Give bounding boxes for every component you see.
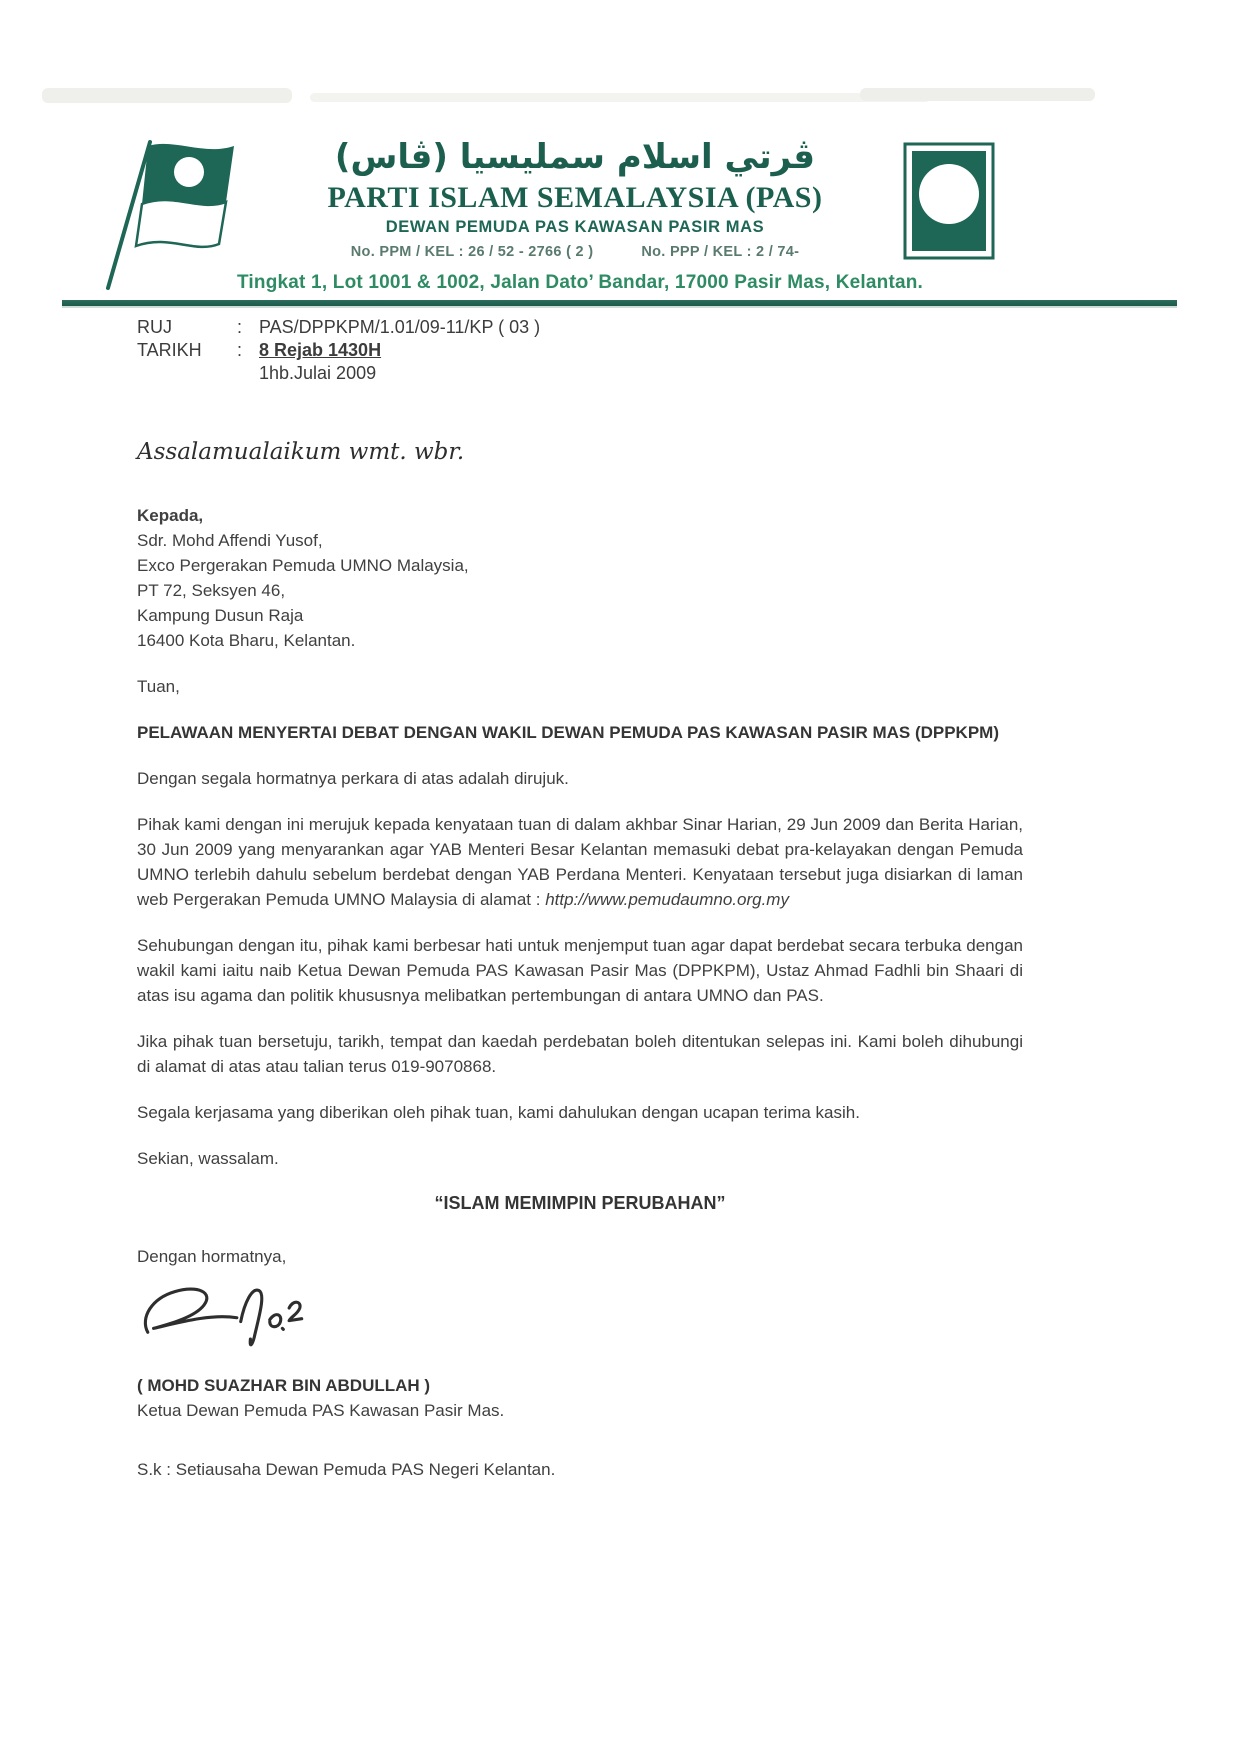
letterhead-address: Tingkat 1, Lot 1001 & 1002, Jalan Dato’ Bandar, 17000 Pasir Mas, Kelantan. — [236, 272, 924, 293]
paragraph-1-text: Pihak kami dengan ini merujuk kepada kenyataan tuan di dalam akhbar Sinar Harian, 29 Jun 2009 dan Berita Harian, 30 Jun 2009 yang menyarankan agar YAB Menteri Besar Kelantan memasuki debat pra-kelayakan dengan Pemuda UMNO terlebih dahulu sebelum berdebat dengan YAB Perdana Menteri. Kenyataan tersebut juga disiarkan di laman web Pergerakan Pemuda UMNO Malaysia di alamat : — [137, 815, 1023, 909]
scan-artifact — [310, 93, 930, 102]
recipient-line: Exco Pergerakan Pemuda UMNO Malaysia, — [137, 556, 469, 575]
paragraph-3: Jika pihak tuan bersetuju, tarikh, tempat dan kaedah perdebatan boleh ditentukan selepas ini. Kami boleh dihubungi di alamat di atas atau talian terus 019-9070868. — [137, 1032, 1023, 1076]
slogan: “ISLAM MEMIMPIN PERUBAHAN” — [434, 1193, 726, 1213]
subject-line: PELAWAAN MENYERTAI DEBAT DENGAN WAKIL DEWAN PEMUDA PAS KAWASAN PASIR MAS (DPPKPM) — [137, 723, 999, 742]
recipient-line: 16400 Kota Bharu, Kelantan. — [137, 631, 356, 650]
reference-block — [137, 316, 540, 385]
tarikh-hijri: 8 Rejab 1430H — [259, 340, 382, 360]
closing-line: Sekian, wassalam. — [137, 1149, 279, 1168]
cc-line: S.k : Setiausaha Dewan Pemuda PAS Negeri Kelantan. — [137, 1460, 556, 1479]
paragraph-1 — [137, 812, 1023, 912]
letter-body — [137, 440, 1023, 1482]
signatory-name: ( MOHD SUAZHAR BIN ABDULLAH ) — [137, 1376, 431, 1395]
signatory-title: Ketua Dewan Pemuda PAS Kawasan Pasir Mas. — [137, 1401, 505, 1420]
salutation: Assalamualaikum wmt. wbr. — [137, 439, 465, 465]
recipient-line: Kampung Dusun Raja — [137, 606, 304, 625]
reg-no-ppp: No. PPP / KEL : 2 / 74- — [641, 244, 800, 261]
tarikh-gregorian: 1hb.Julai 2009 — [259, 363, 377, 383]
signoff: Dengan hormatnya, — [137, 1247, 287, 1266]
paragraph-2: Sehubungan dengan itu, pihak kami berbesar hati untuk menjemput tuan agar dapat berdebat secara terbuka dengan wakil kami iaitu naib Ketua Dewan Pemuda PAS Kawasan Pasir Mas (DPPKPM), Ustaz Ahmad Fadhli bin Shaari di atas isu agama dan politik khususnya melibatkan pertembungan di antara UMNO dan PAS. — [137, 936, 1023, 1005]
kepada-label: Kepada, — [137, 506, 204, 525]
registration-numbers — [250, 244, 900, 260]
letterhead — [250, 138, 900, 260]
recipient-line: Sdr. Mohd Affendi Yusof, — [137, 531, 323, 550]
handwritten-signature — [137, 1279, 1023, 1371]
ruj-label: RUJ — [137, 317, 172, 337]
tarikh-colon: : — [237, 340, 243, 360]
recipient-line: PT 72, Seksyen 46, — [137, 581, 286, 600]
tarikh-label: TARIKH — [137, 340, 202, 360]
ref-row-gregorian — [137, 362, 540, 385]
scan-artifact — [860, 88, 1095, 101]
paragraph-4: Segala kerjasama yang diberikan oleh pihak tuan, kami dahulukan dengan ucapan terima kasih. — [137, 1103, 860, 1122]
ref-row-tarikh — [137, 339, 540, 362]
org-name: PARTI ISLAM SEMALAYSIA (PAS) — [327, 181, 823, 215]
letterhead-divider — [62, 300, 1177, 306]
ref-row-ruj — [137, 316, 540, 339]
scan-artifact — [42, 88, 292, 103]
ruj-colon: : — [237, 317, 243, 337]
paragraph-intro: Dengan segala hormatnya perkara di atas adalah dirujuk. — [137, 769, 569, 788]
paragraph-1-url: http://www.pemudaumno.org.my — [545, 890, 789, 909]
ruj-value: PAS/DPPKPM/1.01/09-11/KP ( 03 ) — [259, 317, 541, 337]
reg-no-ppm: No. PPM / KEL : 26 / 52 - 2766 ( 2 ) — [350, 244, 594, 261]
pas-square-circle-logo-icon — [903, 142, 995, 260]
greeting: Tuan, — [137, 677, 180, 696]
division-name: DEWAN PEMUDA PAS KAWASAN PASIR MAS — [385, 218, 765, 237]
jawi-calligraphy-text: ڤرتي اسلام سمليسيا (ڤاس) — [334, 137, 816, 177]
